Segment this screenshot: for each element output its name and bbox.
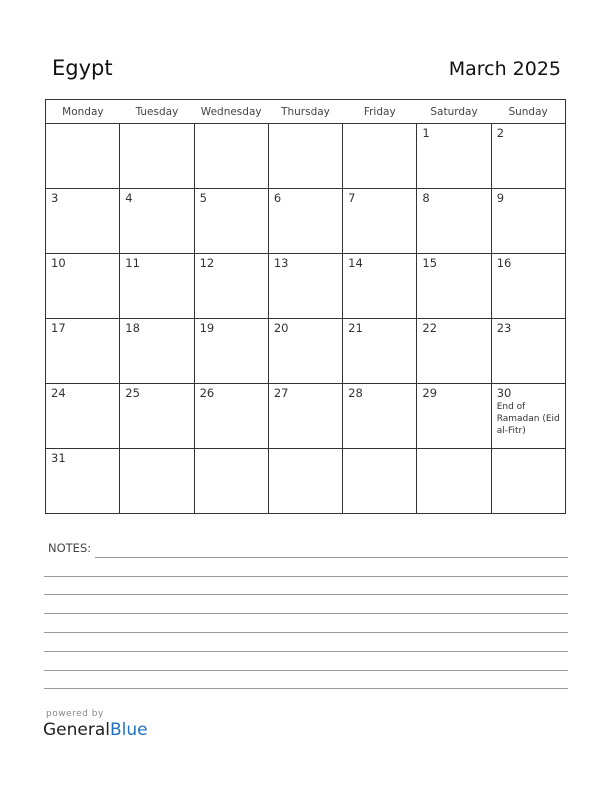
- day-cell: [46, 384, 120, 449]
- day-number: 12: [199, 256, 215, 270]
- day-cell: [46, 254, 120, 319]
- day-number: [46, 124, 119, 126]
- calendar-grid: [45, 99, 566, 514]
- day-cell: [46, 319, 120, 384]
- day-cell: [343, 254, 417, 319]
- month-title: March 2025: [448, 58, 561, 80]
- day-number: 30: [496, 386, 512, 400]
- day-cell: [194, 254, 268, 319]
- week-row: [46, 254, 566, 319]
- day-cell: [120, 189, 194, 254]
- day-cell: [343, 384, 417, 449]
- day-cell: [343, 319, 417, 384]
- day-cell: [343, 189, 417, 254]
- weekday-header: Friday: [343, 100, 417, 124]
- day-cell: [417, 449, 491, 514]
- day-cell: [268, 254, 342, 319]
- weekday-header-row: [46, 100, 566, 124]
- day-number: 18: [125, 321, 140, 335]
- weekday-header: Sunday: [491, 100, 565, 124]
- day-number: [492, 449, 565, 451]
- day-cell: [194, 449, 268, 514]
- day-number: 28: [348, 386, 363, 400]
- day-cell: [417, 384, 491, 449]
- day-number: [269, 124, 342, 126]
- day-cell: [491, 124, 565, 189]
- day-number: 11: [125, 256, 140, 270]
- notes-line: [44, 688, 568, 689]
- day-number: 24: [51, 386, 66, 400]
- week-row: [46, 319, 566, 384]
- weekday-header: Wednesday: [194, 100, 268, 124]
- day-number: 31: [51, 451, 66, 465]
- day-number: [195, 124, 268, 126]
- brand-logo: [43, 720, 148, 740]
- day-number: 16: [496, 256, 512, 270]
- day-number: 20: [273, 321, 289, 335]
- notes-line: [44, 670, 568, 671]
- day-cell: [194, 189, 268, 254]
- week-row: [46, 189, 566, 254]
- country-title: Egypt: [52, 56, 113, 80]
- day-number: 13: [273, 256, 289, 270]
- day-number: [120, 124, 193, 126]
- day-cell: [417, 319, 491, 384]
- day-number: 15: [422, 256, 438, 270]
- brand-name-part2: Blue: [110, 720, 148, 740]
- day-number: 6: [273, 191, 282, 205]
- day-cell: [417, 189, 491, 254]
- notes-line: [44, 576, 568, 577]
- day-cell: [491, 189, 565, 254]
- day-cell: [491, 384, 565, 449]
- weekday-header: Monday: [46, 100, 120, 124]
- weekday-header: Tuesday: [120, 100, 194, 124]
- day-number: 8: [422, 191, 430, 205]
- weekday-header: Saturday: [417, 100, 491, 124]
- day-number: 22: [422, 321, 438, 335]
- day-cell: [46, 189, 120, 254]
- notes-line: [95, 557, 568, 558]
- day-number: 1: [422, 126, 430, 140]
- day-cell: [268, 189, 342, 254]
- day-cell: [194, 124, 268, 189]
- day-number: [343, 449, 416, 451]
- brand-name-part1: General: [43, 720, 110, 740]
- weekday-header: Thursday: [268, 100, 342, 124]
- notes-line: [44, 651, 568, 652]
- day-number: [195, 449, 268, 451]
- day-cell: [491, 319, 565, 384]
- notes-line: [44, 613, 568, 614]
- day-number: [120, 449, 193, 451]
- day-cell: [120, 449, 194, 514]
- day-cell: [343, 124, 417, 189]
- day-number: 27: [273, 386, 289, 400]
- day-number: [417, 449, 490, 451]
- day-cell: [417, 124, 491, 189]
- day-number: 17: [51, 321, 66, 335]
- day-number: [269, 449, 342, 451]
- day-cell: [120, 124, 194, 189]
- day-cell: [491, 449, 565, 514]
- day-cell: [491, 254, 565, 319]
- day-number: 2: [496, 126, 505, 140]
- holiday-label: End of Ramadan (Eid al-Fitr): [496, 402, 560, 436]
- week-row: [46, 124, 566, 189]
- day-cell: [120, 319, 194, 384]
- day-number: 21: [348, 321, 363, 335]
- day-cell: [343, 449, 417, 514]
- day-number: 26: [199, 386, 215, 400]
- day-cell: [120, 384, 194, 449]
- day-cell: [268, 124, 342, 189]
- week-row: [46, 384, 566, 449]
- day-cell: [46, 124, 120, 189]
- day-cell: [417, 254, 491, 319]
- powered-by-text: powered by: [46, 709, 104, 719]
- day-cell: [268, 449, 342, 514]
- day-number: 19: [199, 321, 215, 335]
- day-number: 29: [422, 386, 438, 400]
- day-number: 25: [125, 386, 140, 400]
- day-number: 4: [125, 191, 133, 205]
- day-cell: [194, 319, 268, 384]
- day-number: 23: [496, 321, 512, 335]
- day-number: [343, 124, 416, 126]
- day-number: 9: [496, 191, 505, 205]
- day-cell: [268, 384, 342, 449]
- week-row: [46, 449, 566, 514]
- day-number: 5: [199, 191, 207, 205]
- day-number: 7: [348, 191, 356, 205]
- day-cell: [46, 449, 120, 514]
- day-number: 14: [348, 256, 363, 270]
- notes-line: [44, 594, 568, 595]
- notes-label: NOTES:: [48, 541, 92, 555]
- day-cell: [120, 254, 194, 319]
- day-cell: [194, 384, 268, 449]
- notes-line: [44, 632, 568, 633]
- day-number: 10: [51, 256, 66, 270]
- day-cell: [268, 319, 342, 384]
- day-number: 3: [51, 191, 59, 205]
